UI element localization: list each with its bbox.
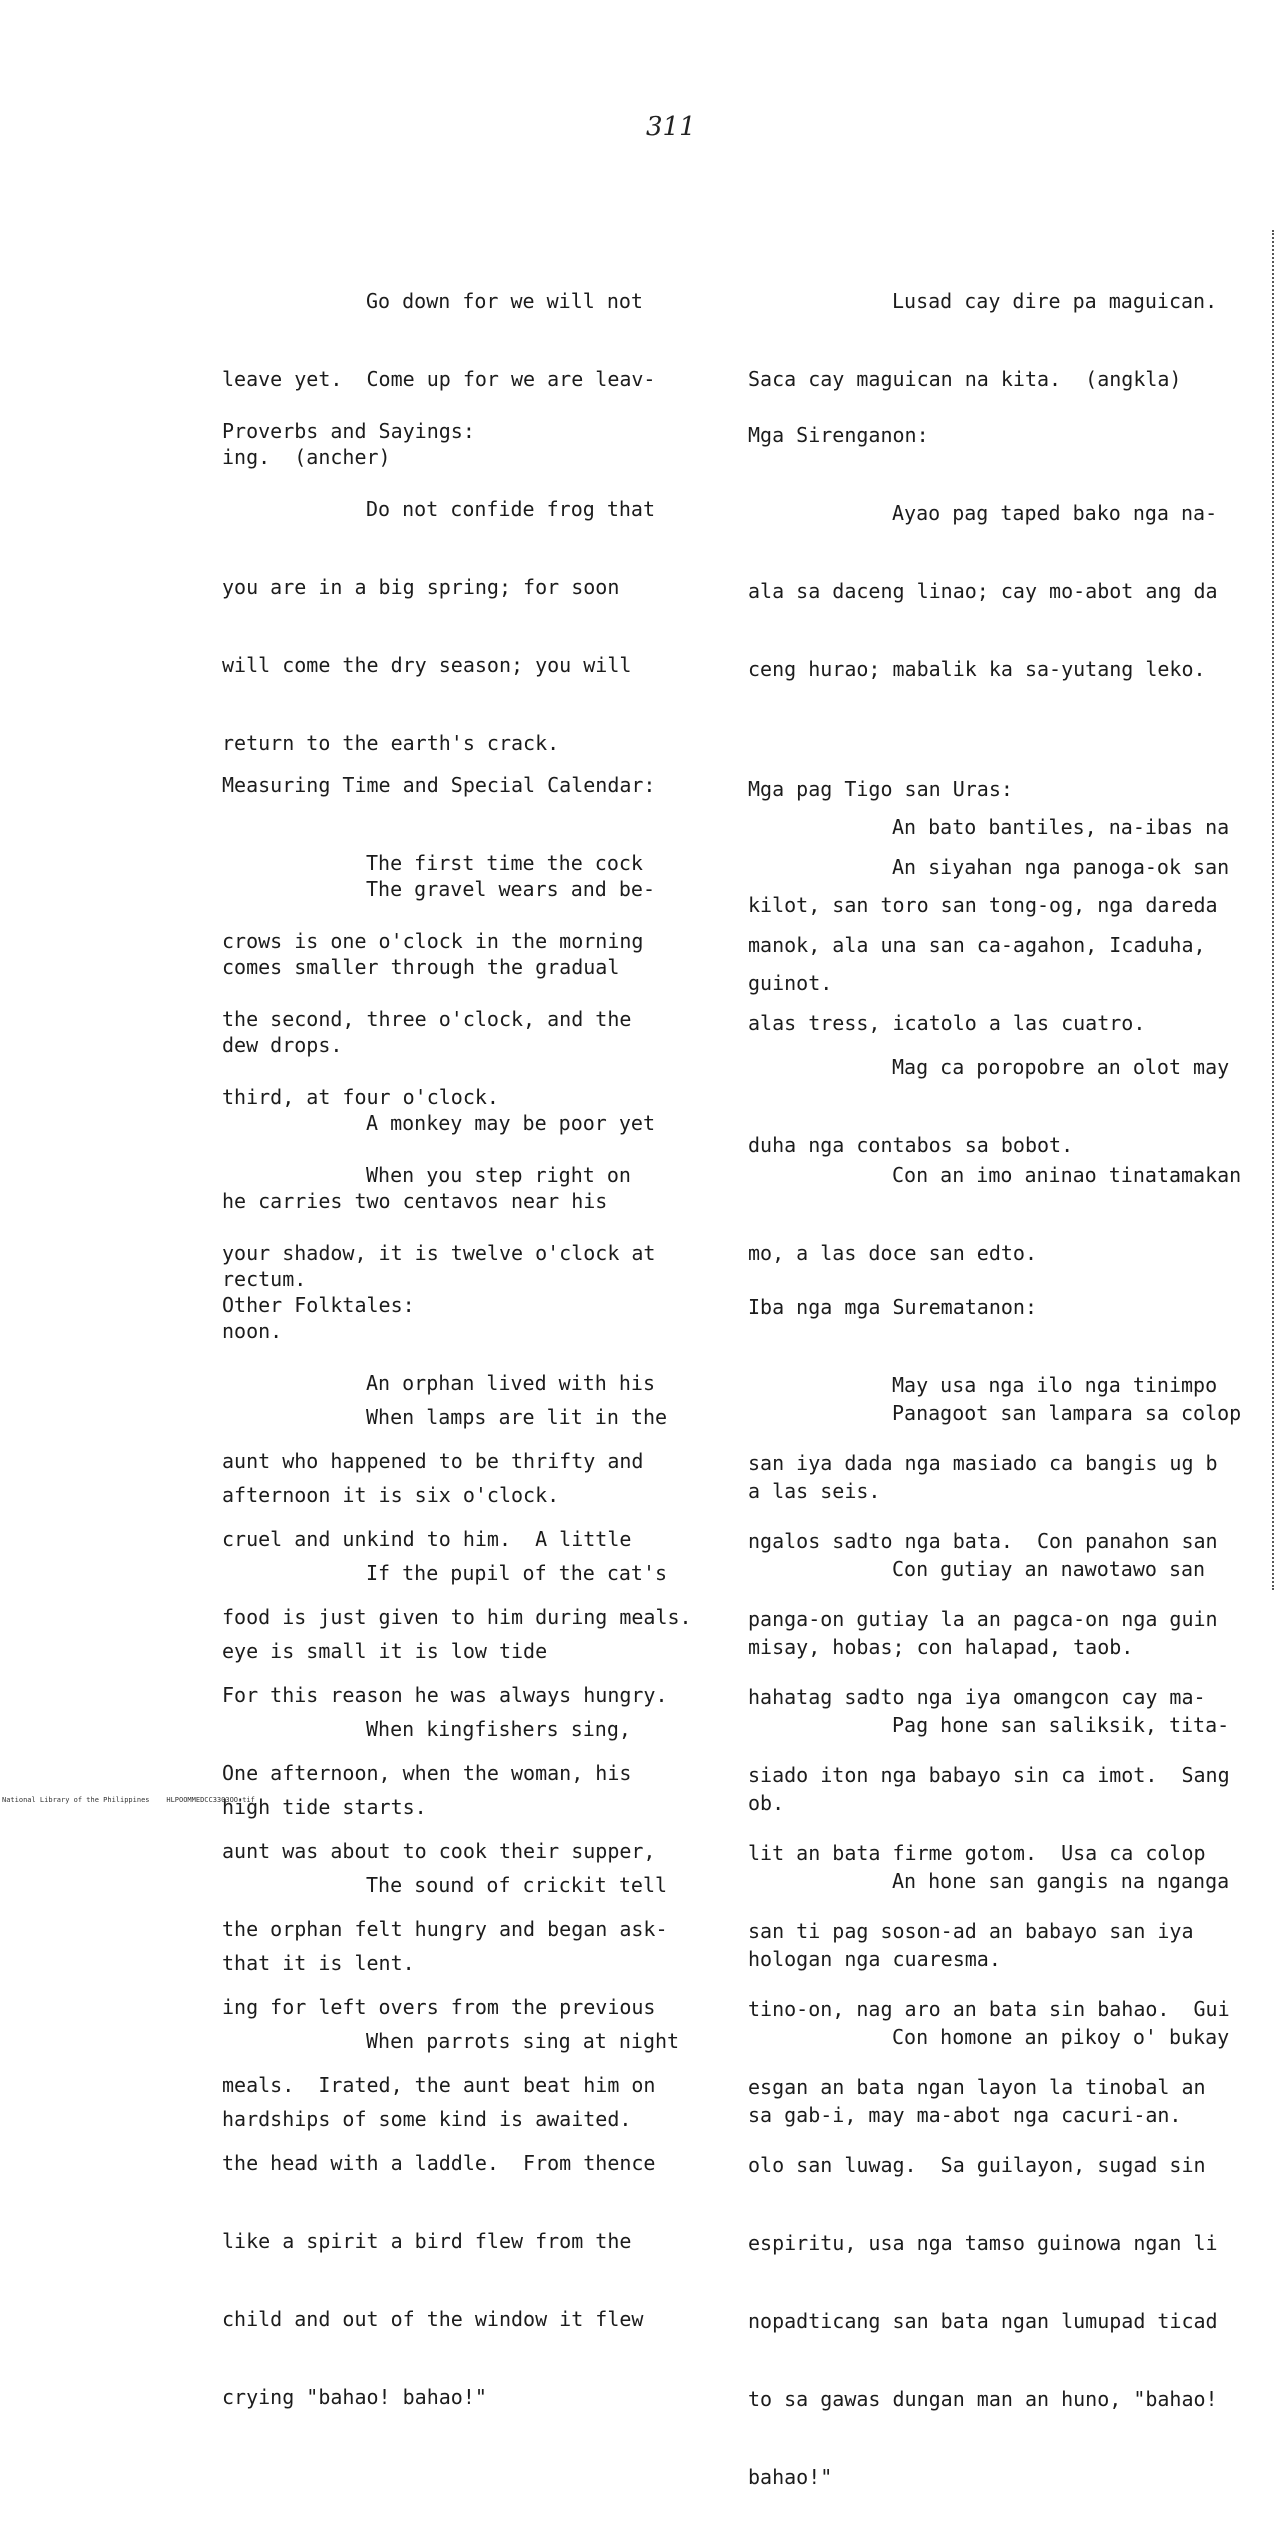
right-folktales-line: panga-on gutiay la an pagca-on nga guin (748, 1607, 1218, 1631)
right-proverbs-line: kilot, san toro san tong-og, nga dareda (748, 893, 1218, 917)
left-measuring-line: When parrots sing at night (366, 2029, 680, 2053)
left-folktales-line: aunt was about to cook their supper, (222, 1839, 656, 1863)
right-measuring-line: alas tress, icatolo a las cuatro. (748, 1011, 1146, 1035)
right-proverbs-line: guinot. (748, 971, 833, 995)
right-folktales-line: san iya dada nga masiado ca bangis ug b (748, 1451, 1218, 1475)
left-measuring-line: that it is lent. (222, 1951, 415, 1975)
right-folktales-line: bahao!" (748, 2465, 833, 2489)
left-measuring-line: the second, three o'clock, and the (222, 1007, 632, 1031)
left-proverbs-line: A monkey may be poor yet (366, 1111, 655, 1135)
left-intro-line: leave yet. Come up for we are leav- (222, 367, 656, 391)
left-folktales-line: For this reason he was always hungry. (222, 1683, 668, 1707)
right-folktales-line: nopadticang san bata ngan lumupad ticad (748, 2309, 1218, 2333)
left-measuring-line: The sound of crickit tell (366, 1873, 668, 1897)
left-folktales-line: food is just given to him during meals. (222, 1605, 692, 1629)
right-folktales-line: lit an bata firme gotom. Usa ca colop (748, 1841, 1206, 1865)
left-measuring-line: afternoon it is six o'clock. (222, 1483, 560, 1507)
left-intro-line: Go down for we will not (366, 289, 643, 313)
right-measuring-line: Con an imo aninao tinatamakan (892, 1163, 1242, 1187)
left-folktales-line: One afternoon, when the woman, his (222, 1761, 632, 1785)
left-folktales-line: like a spirit a bird flew from the (222, 2229, 632, 2253)
left-measuring-line: When lamps are lit in the (366, 1405, 668, 1429)
left-proverbs-line: comes smaller through the gradual (222, 955, 620, 979)
right-measuring-line: sa gab-i, may ma-abot nga cacuri-an. (748, 2103, 1182, 2127)
left-intro-line: ing. (ancher) (222, 445, 391, 469)
left-folktales-line: child and out of the window it flew (222, 2307, 644, 2331)
right-folktales-section (748, 1242, 1230, 2542)
right-measuring-line: Panagoot san lampara sa colop (892, 1401, 1242, 1425)
left-measuring-line: If the pupil of the cat's (366, 1561, 668, 1585)
left-folktales-line: An orphan lived with his (366, 1371, 655, 1395)
left-measuring-line: When kingfishers sing, (366, 1717, 631, 1741)
left-folktales-line: ing for left overs from the previous (222, 1995, 656, 2019)
left-measuring-line: high tide starts. (222, 1795, 427, 1819)
right-proverbs-line: An bato bantiles, na-ibas na (892, 815, 1230, 839)
right-proverbs-line: duha nga contabos sa bobot. (748, 1133, 1074, 1157)
left-proverbs-line: dew drops. (222, 1033, 343, 1057)
right-proverbs-line: ceng hurao; mabalik ka sa-yutang leko. (748, 657, 1206, 681)
left-folktales-heading: Other Folktales: (222, 1293, 415, 1317)
right-folktales-line: san ti pag soson-ad an babayo san iya (748, 1919, 1194, 1943)
left-proverbs-heading: Proverbs and Sayings: (222, 419, 475, 443)
left-proverbs-line: he carries two centavos near his (222, 1189, 608, 1213)
right-measuring-line: An siyahan nga panoga-ok san (892, 855, 1230, 879)
right-folktales-line: tino-on, nag aro an bata sin bahao. Gui (748, 1997, 1230, 2021)
right-proverbs-heading: Mga Sirenganon: (748, 423, 929, 447)
scan-edge-mark (1266, 230, 1274, 1590)
right-measuring-line (748, 1088, 1241, 1110)
left-proverbs-line: you are in a big spring; for soon (222, 575, 620, 599)
left-folktales-section (222, 1240, 692, 2462)
left-measuring-line: third, at four o'clock. (222, 1085, 499, 1109)
right-measuring-line: ob. (748, 1791, 785, 1815)
right-measuring-line: misay, hobas; con halapad, taob. (748, 1635, 1134, 1659)
right-folktales-line: hahatag sadto nga iya omangcon cay ma- (748, 1685, 1206, 1709)
left-measuring-line: crows is one o'clock in the morning (222, 929, 644, 953)
right-intro-line: Lusad cay dire pa maguican. (892, 289, 1218, 313)
left-proverbs-line: return to the earth's crack. (222, 731, 560, 755)
left-proverbs-line: rectum. (222, 1267, 307, 1291)
right-measuring-line: a las seis. (748, 1479, 881, 1503)
left-measuring-line: When you step right on (366, 1163, 631, 1187)
left-folktales-line: the orphan felt hungry and began ask- (222, 1917, 668, 1941)
left-folktales-line: meals. Irated, the aunt beat him on (222, 2073, 656, 2097)
right-measuring-line: manok, ala una san ca-agahon, Icaduha, (748, 933, 1206, 957)
left-proverbs-line: will come the dry season; you will (222, 653, 632, 677)
right-measuring-line: Pag hone san saliksik, tita- (892, 1713, 1230, 1737)
left-folktales-line: aunt who happened to be thrifty and (222, 1449, 644, 1473)
right-folktales-line: May usa nga ilo nga tinimpo (892, 1373, 1218, 1397)
footer-caption: National Library of the Philippines HLPOOMMEDCC3303OO.tif (2, 1796, 255, 1804)
left-measuring-line: The first time the cock (366, 851, 643, 875)
right-measuring-line: An hone san gangis na nganga (892, 1869, 1230, 1893)
right-folktales-line: olo san luwag. Sa guilayon, sugad sin (748, 2153, 1206, 2177)
right-folktales-line: espiritu, usa nga tamso guinowa ngan li (748, 2231, 1218, 2255)
right-folktales-heading: Iba nga mga Surematanon: (748, 1295, 1037, 1319)
right-folktales-line: siado iton nga babayo sin ca imot. Sang (748, 1763, 1230, 1787)
right-measuring-line: Con homone an pikoy o' bukay (892, 2025, 1230, 2049)
left-measuring-line: your shadow, it is twelve o'clock at (222, 1241, 656, 1265)
left-folktales-line: the head with a laddle. From thence (222, 2151, 656, 2175)
right-proverbs-line: ala sa daceng linao; cay mo-abot ang da (748, 579, 1218, 603)
right-proverbs-line: Ayao pag taped bako nga na- (892, 501, 1218, 525)
right-proverbs-line: Mag ca poropobre an olot may (892, 1055, 1230, 1079)
left-folktales-line: crying "bahao! bahao!" (222, 2385, 487, 2409)
left-proverbs-line: Do not confide frog that (366, 497, 655, 521)
left-proverbs-line: The gravel wears and be- (366, 877, 655, 901)
left-measuring-line: eye is small it is low tide (222, 1639, 548, 1663)
right-measuring-line: Con gutiay an nawotawo san (892, 1557, 1206, 1581)
left-folktales-line: cruel and unkind to him. A little (222, 1527, 632, 1551)
right-measuring-line: hologan nga cuaresma. (748, 1947, 1001, 1971)
right-measuring-line: mo, a las doce san edto. (748, 1241, 1037, 1265)
right-intro-line: Saca cay maguican na kita. (angkla) (748, 367, 1182, 391)
left-measuring-heading: Measuring Time and Special Calendar: (222, 773, 656, 797)
left-measuring-line: noon. (222, 1319, 283, 1343)
page-number: 311 (646, 112, 696, 142)
left-measuring-line: hardships of some kind is awaited. (222, 2107, 632, 2131)
right-folktales-line: ngalos sadto nga bata. Con panahon san (748, 1529, 1218, 1553)
right-measuring-heading: Mga pag Tigo san Uras: (748, 777, 1013, 801)
right-folktales-line: esgan an bata ngan layon la tinobal an (748, 2075, 1206, 2099)
right-folktales-line: to sa gawas dungan man an huno, "bahao! (748, 2387, 1218, 2411)
